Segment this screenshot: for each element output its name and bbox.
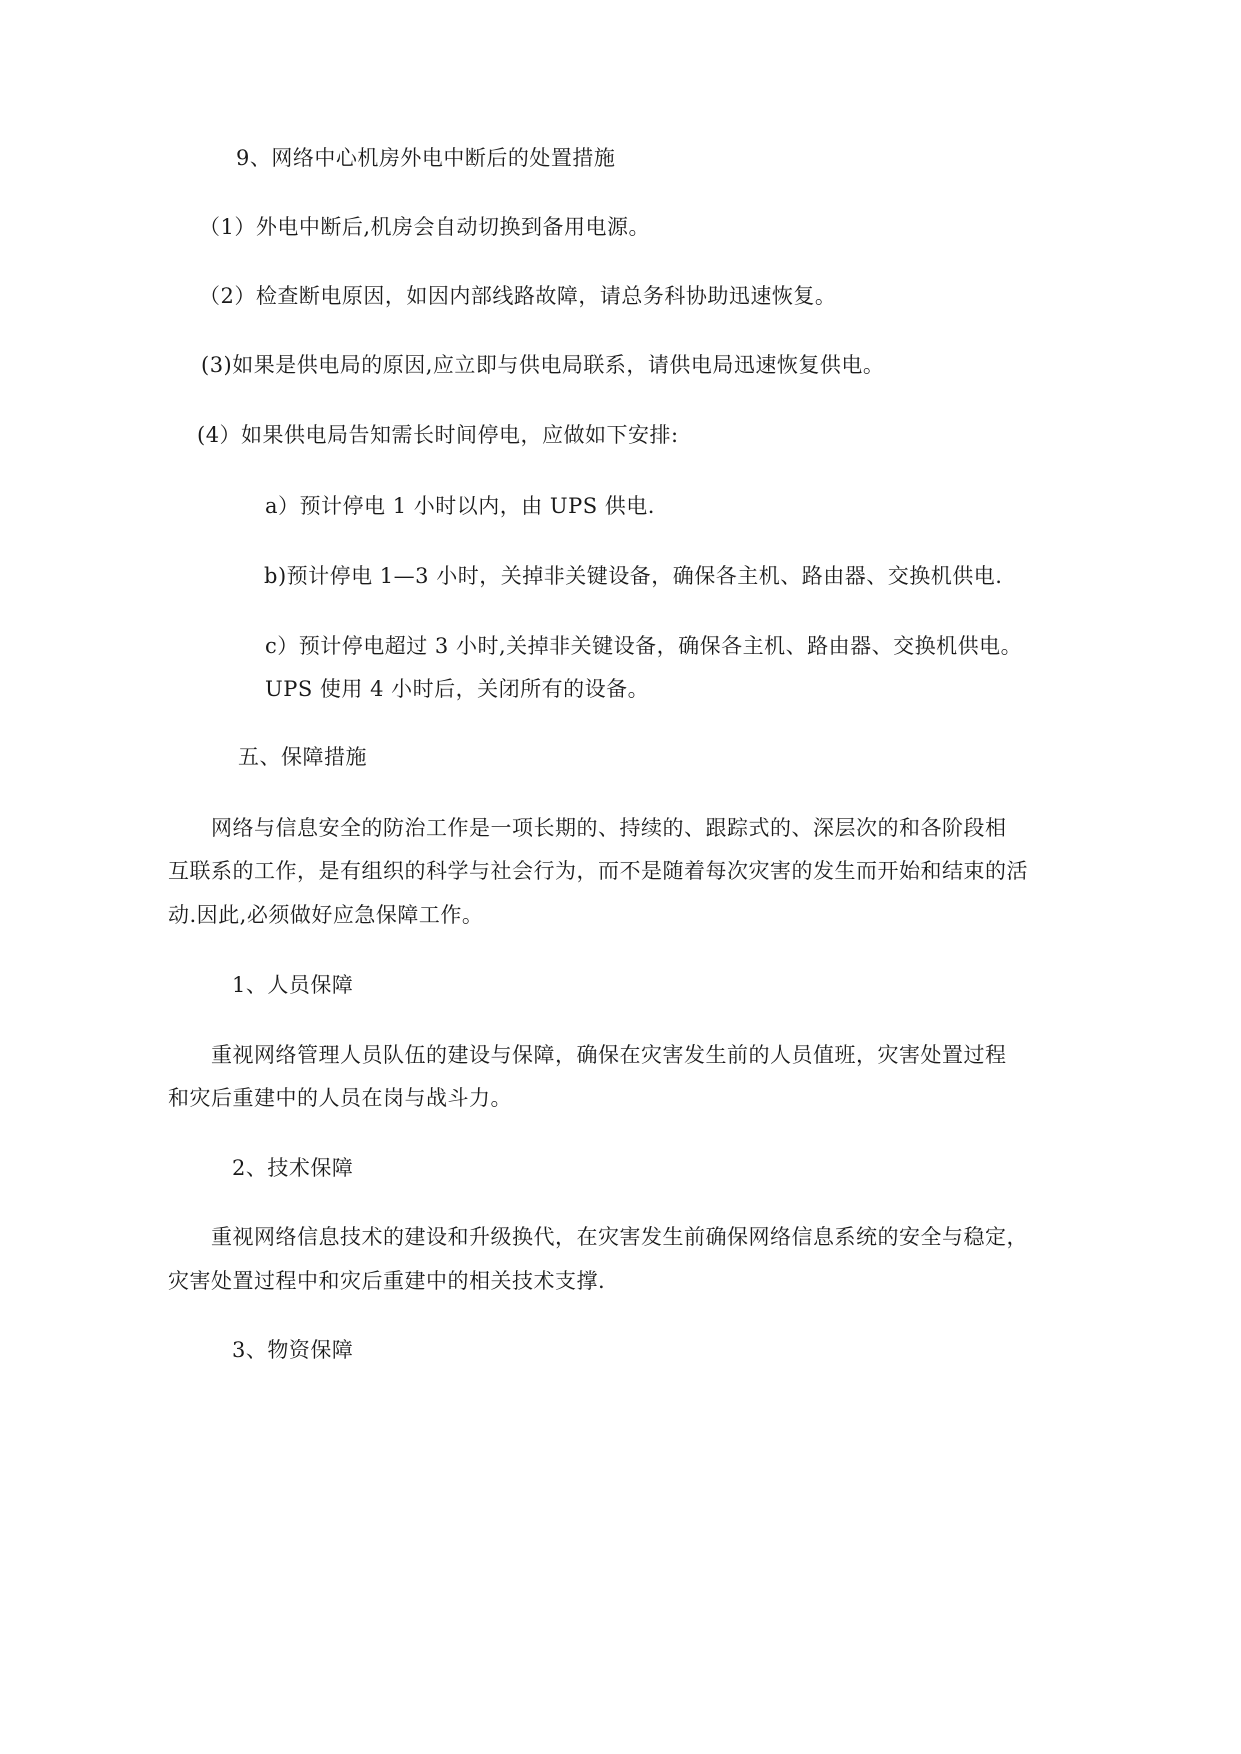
personnel-paragraph-line-1: 重视网络管理人员队伍的建设与保障，确保在灾害发生前的人员值班，灾害处置过程 [211, 1043, 1007, 1067]
technical-paragraph-line-2: 灾害处置过程中和灾后重建中的相关技术支撑. [168, 1269, 606, 1293]
section-heading-safeguards: 五、保障措施 [238, 745, 367, 769]
intro-paragraph-line-3: 动.因此,必须做好应急保障工作。 [168, 903, 484, 927]
step-1-text: （1）外电中断后,机房会自动切换到备用电源。 [199, 215, 651, 239]
subheading-personnel: 1、人员保障 [232, 973, 354, 997]
sub-item-a: a）预计停电 1 小时以内，由 UPS 供电. [265, 494, 655, 518]
subheading-technical: 2、技术保障 [232, 1156, 354, 1180]
personnel-paragraph-line-2: 和灾后重建中的人员在岗与战斗力。 [168, 1086, 512, 1110]
technical-paragraph-line-1: 重视网络信息技术的建设和升级换代，在灾害发生前确保网络信息系统的安全与稳定， [211, 1225, 1028, 1249]
sub-item-b: b)预计停电 1—3 小时，关掉非关键设备，确保各主机、路由器、交换机供电. [264, 564, 1003, 588]
step-3-text: (3)如果是供电局的原因,应立即与供电局联系，请供电局迅速恢复供电。 [201, 353, 885, 377]
intro-paragraph-line-2: 互联系的工作，是有组织的科学与社会行为，而不是随着每次灾害的发生而开始和结束的活 [168, 859, 1028, 883]
subheading-material: 3、物资保障 [232, 1338, 354, 1362]
sub-item-c-line-1: c）预计停电超过 3 小时,关掉非关键设备，确保各主机、路由器、交换机供电。 [265, 634, 1023, 658]
sub-item-c-line-2: UPS 使用 4 小时后，关闭所有的设备。 [265, 677, 650, 701]
step-4-text: (4）如果供电局告知需长时间停电，应做如下安排: [197, 423, 679, 447]
step-2-text: （2）检查断电原因，如因内部线路故障，请总务科协助迅速恢复。 [199, 284, 837, 308]
intro-paragraph-line-1: 网络与信息安全的防治工作是一项长期的、持续的、跟踪式的、深层次的和各阶段相 [211, 816, 1007, 840]
section-heading-power-outage: 9、网络中心机房外电中断后的处置措施 [236, 146, 616, 170]
